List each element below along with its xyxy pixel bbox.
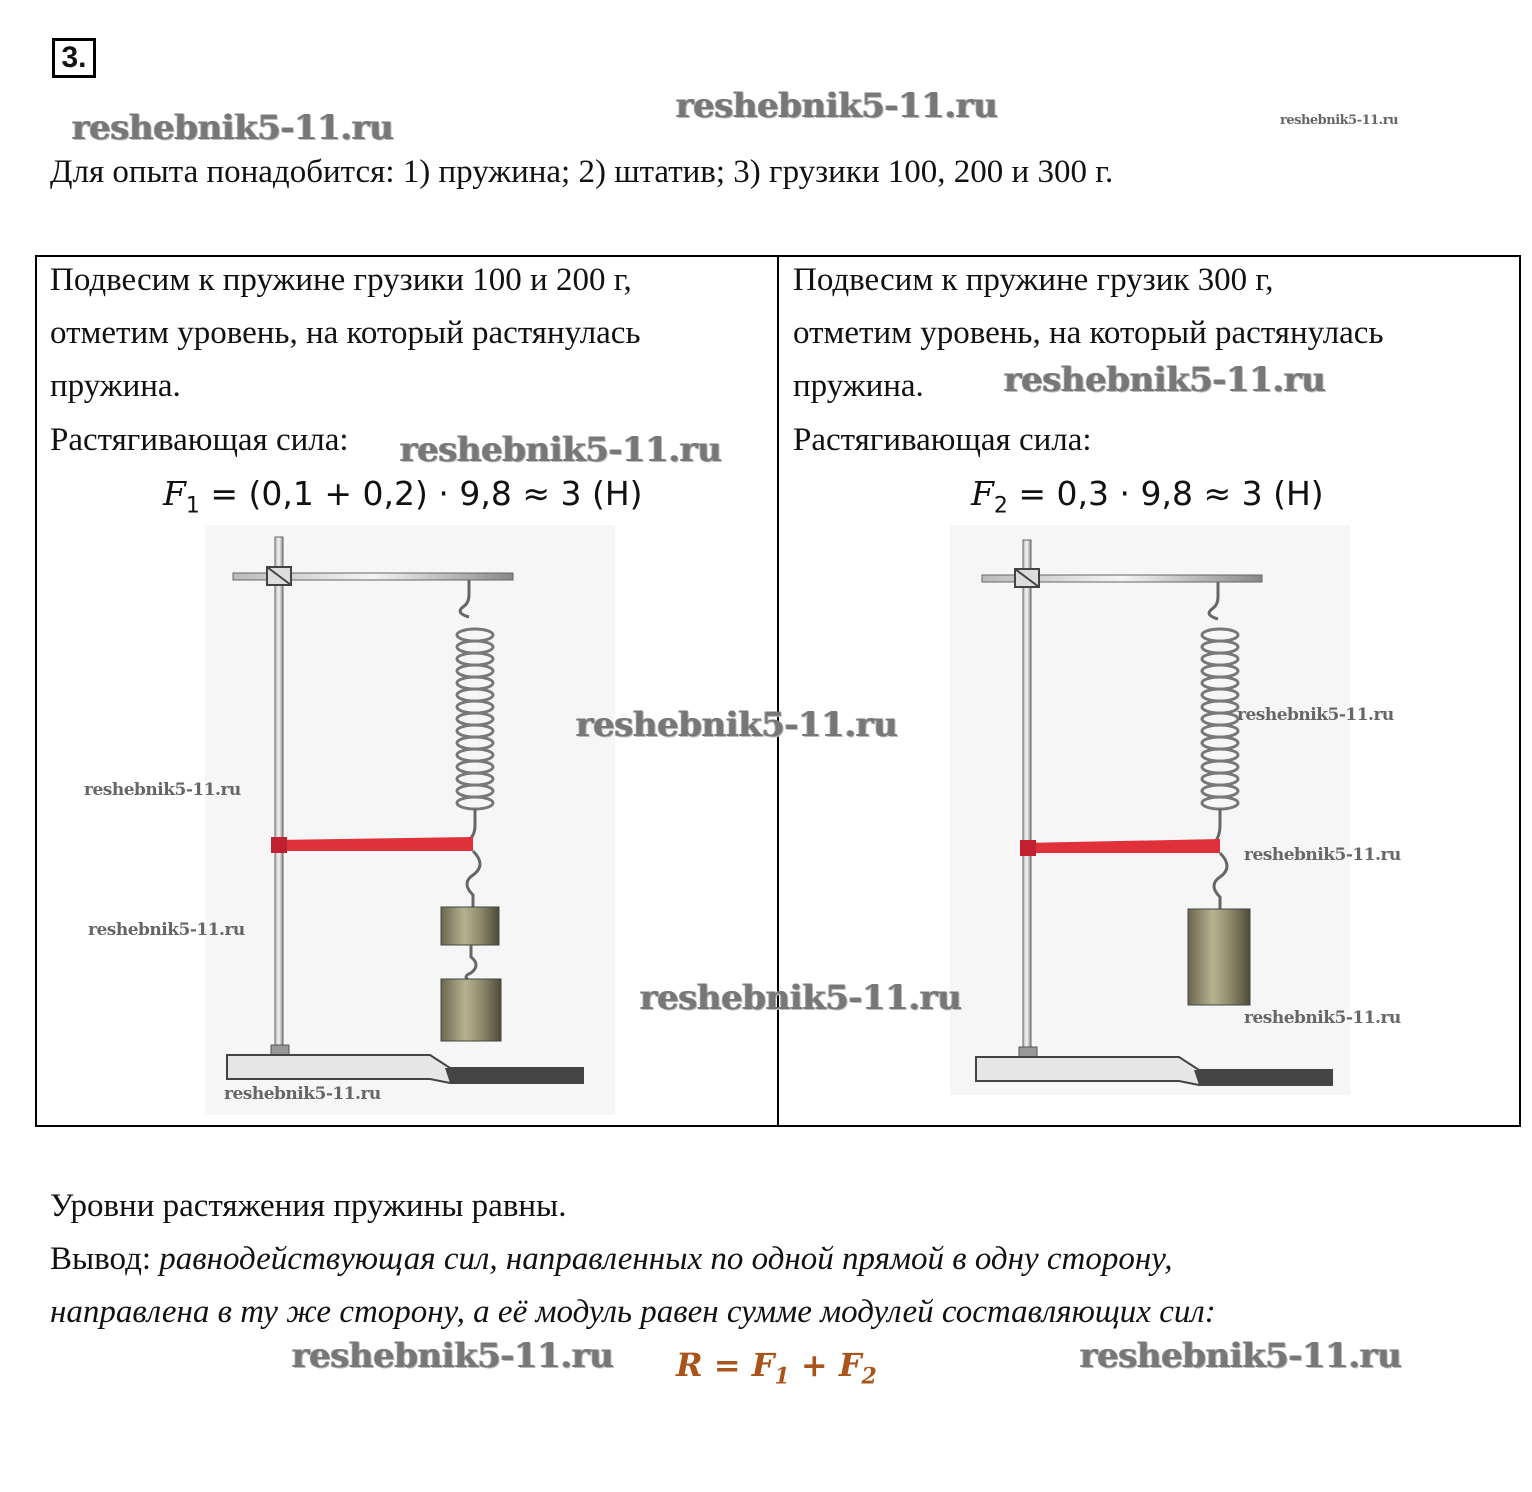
watermark: reshebnik5-11.ru [88, 920, 245, 940]
right-formula [971, 474, 1324, 519]
watermark: reshebnik5-11.ru [400, 430, 722, 470]
conclusion-text: равнодействующая сил, направленных по одной прямой в одну сторону, [159, 1241, 1173, 1277]
conclusion-line-1 [50, 1233, 1172, 1285]
watermark: reshebnik5-11.ru [1244, 845, 1401, 865]
result-formula [676, 1346, 877, 1389]
left-line-3: пружина. [50, 368, 181, 404]
right-line-3: пружина. [793, 368, 924, 404]
left-line-1: Подвесим к пружине грузики 100 и 200 г, [50, 262, 632, 298]
watermark: reshebnik5-11.ru [1244, 1008, 1401, 1028]
spring [1202, 629, 1238, 809]
watermark: reshebnik5-11.ru [1004, 360, 1326, 400]
formula-subscript: 2 [993, 493, 1008, 519]
result-f1: F [751, 1346, 775, 1384]
watermark: reshebnik5-11.ru [640, 978, 962, 1018]
result-f2-sub: 2 [861, 1363, 877, 1390]
right-force-label: Растягивающая сила: [793, 422, 1092, 458]
result-eq: = [702, 1346, 752, 1384]
watermark: reshebnik5-11.ru [292, 1336, 614, 1376]
left-formula [163, 474, 643, 519]
result-f1-sub: 1 [774, 1363, 790, 1390]
stand-rod [1023, 540, 1031, 1060]
conclusion-line-2: направлена в ту же сторону, а её модуль равен сумме модулей составляющих сил: [50, 1294, 1216, 1330]
left-force-label: Растягивающая сила: [50, 422, 349, 458]
left-line-2: отметим уровень, на который растянулась [50, 315, 641, 351]
formula-expression: = 0,3 · 9,8 ≈ 3 (Н) [1007, 474, 1324, 513]
spring-stand-two-weights [205, 525, 615, 1115]
right-line-2: отметим уровень, на который растянулась [793, 315, 1384, 351]
watermark: reshebnik5-11.ru [1080, 1336, 1402, 1376]
right-line-1: Подвесим к пружине грузик 300 г, [793, 262, 1274, 298]
watermark: reshebnik5-11.ru [72, 108, 394, 148]
result-f2: F [838, 1346, 862, 1384]
level-marker [275, 837, 473, 851]
stand-rod [275, 537, 283, 1057]
formula-expression: = (0,1 + 0,2) · 9,8 ≈ 3 (Н) [199, 474, 643, 513]
intro-text: Для опыта понадобится: 1) пружина; 2) штатив; 3) грузики 100, 200 и 300 г. [50, 154, 1114, 190]
weight-200g [441, 979, 501, 1041]
level-marker [1023, 839, 1220, 853]
weight-300g [1188, 909, 1250, 1005]
weight-100g [441, 907, 499, 945]
watermark: reshebnik5-11.ru [676, 86, 998, 126]
watermark: reshebnik5-11.ru [576, 705, 898, 745]
formula-subscript: 1 [185, 493, 200, 519]
spring [457, 629, 493, 809]
watermark: reshebnik5-11.ru [1280, 113, 1399, 128]
conclusion-label: Вывод: [50, 1241, 160, 1277]
result-plus: + [789, 1346, 839, 1384]
result-r: R [676, 1346, 703, 1384]
equal-levels-text: Уровни растяжения пружины равны. [50, 1188, 567, 1224]
watermark: reshebnik5-11.ru [1237, 705, 1394, 725]
watermark: reshebnik5-11.ru [84, 780, 241, 800]
formula-variable: F [971, 474, 994, 513]
task-number: 3. [52, 38, 96, 78]
formula-variable: F [163, 474, 186, 513]
watermark: reshebnik5-11.ru [224, 1084, 381, 1104]
